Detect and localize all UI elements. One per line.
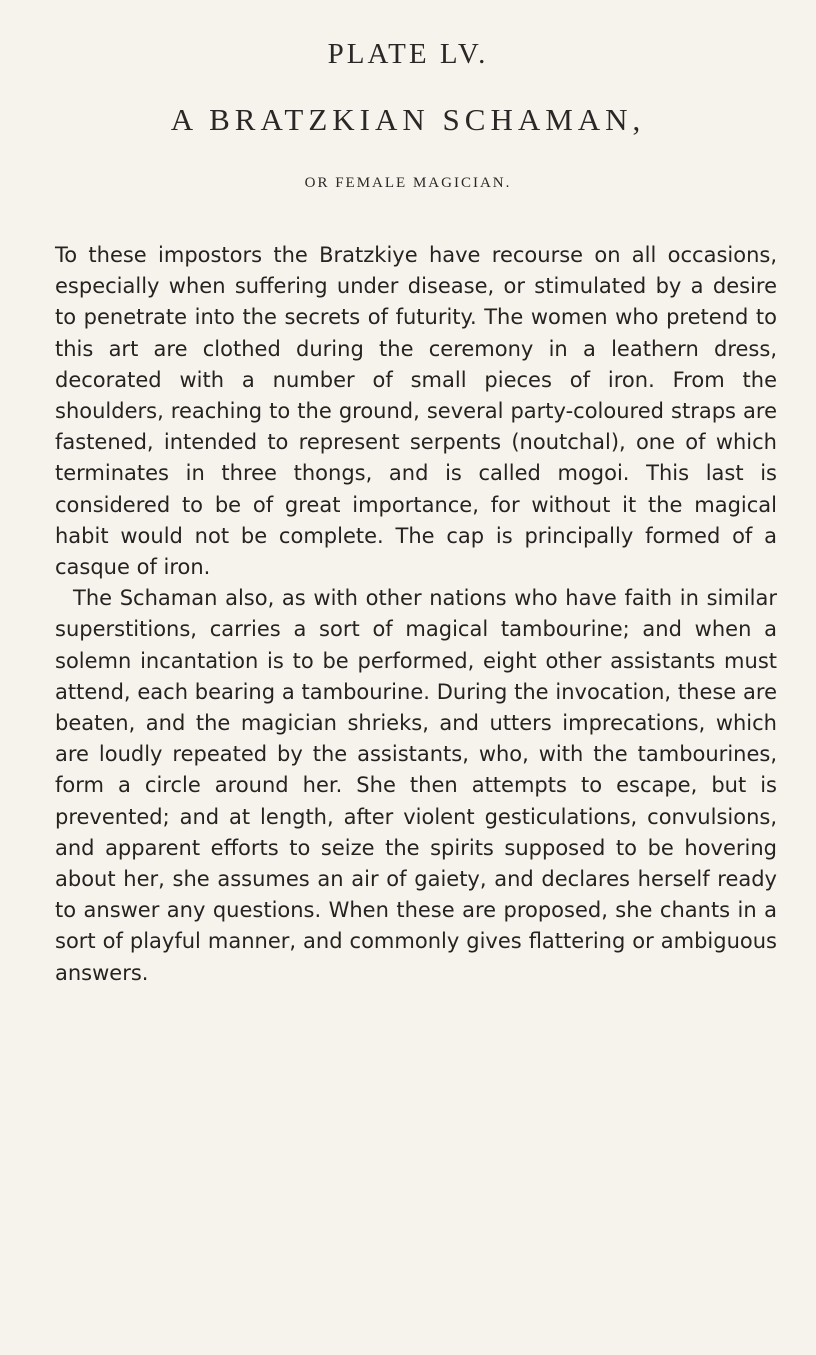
paragraph-2: The Schaman also, as with other nations who have faith in similar superstitions, carries a sort of magical tambourine; and when a solemn incantation is to be performed, eight other assistants must attend, each bearing a tambourine. During the invocation, these are beaten, and the magician shrieks, and utters imprecations, which are loudly repeated by the assistants, who, with the tambourines, form a circle around her. She then attempts to escape, but is prevented; and at length, after violent gesticulations, convulsions, and apparent efforts to seize the spirits supposed to be hovering about her, she assumes an air of gaiety, and declares herself ready to answer any questions. When these are proposed, she chants in a sort of playful manner, and commonly gives flattering or ambiguous answers. xyxy=(55,586,777,985)
page-subtitle: OR FEMALE MAGICIAN. xyxy=(304,175,512,191)
body-text xyxy=(55,240,777,989)
plate-number: PLATE LV. xyxy=(327,38,489,70)
paragraph-1: To these impostors the Bratzkiye have recourse on all occasions, especially when suffering under disease, or stimulated by a desire to penetrate into the secrets of futurity. The women who pretend to this art are clothed during the ceremony in a leathern dress, decorated with a number of small pieces of iron. From the shoulders, reaching to the ground, several party-coloured straps are fastened, intended to represent serpents (noutchal), one of which terminates in three thongs, and is called mogoi. This last is considered to be of great importance, for without it the magical habit would not be complete. The cap is principally formed of a casque of iron. xyxy=(55,243,777,580)
page-title: A BRATZKIAN SCHAMAN, xyxy=(170,102,646,137)
